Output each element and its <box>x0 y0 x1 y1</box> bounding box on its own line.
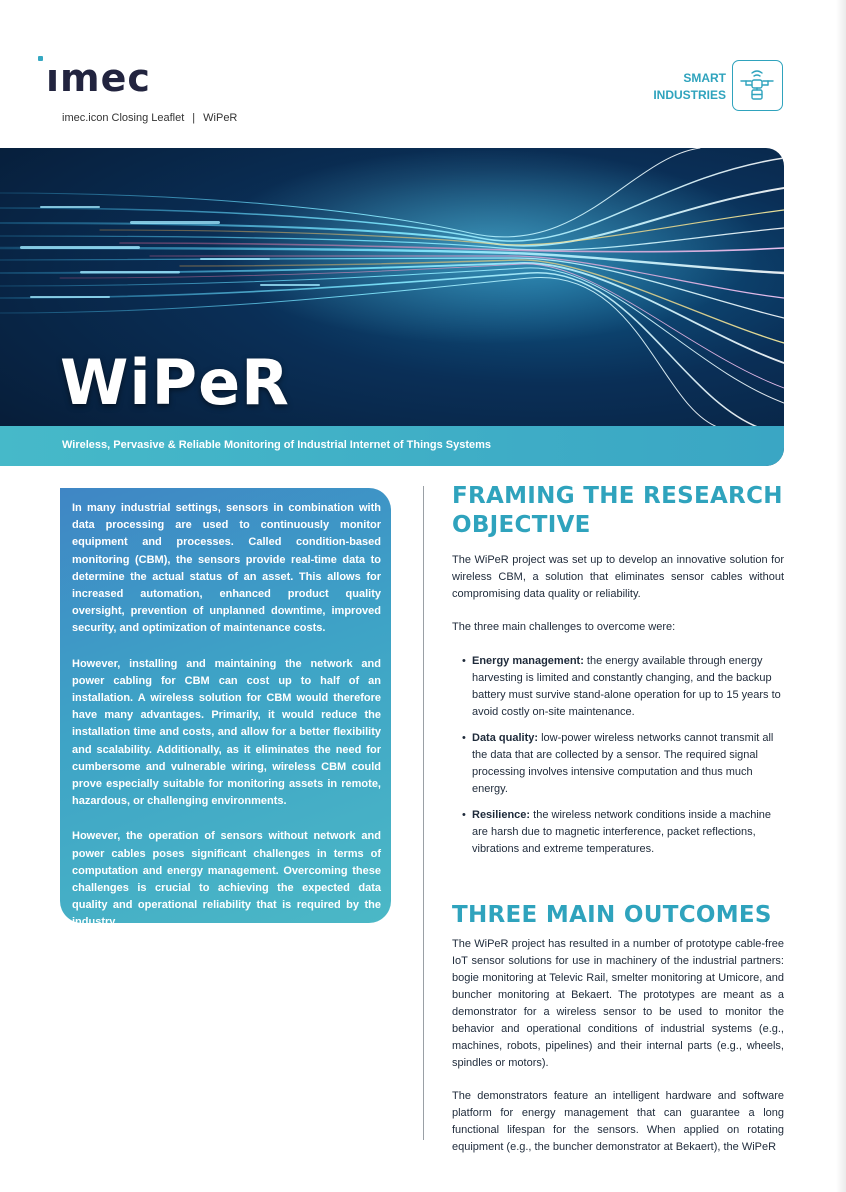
category-icon-box <box>732 60 783 111</box>
separator: | <box>192 112 196 124</box>
hero-title: WiPeR <box>60 346 290 419</box>
challenge-term: Resilience: <box>472 809 531 821</box>
framing-heading <box>452 482 784 540</box>
intro-paragraph-2: However, installing and maintaining the network and power cabling for CBM can cost up to half of an installation. A wireless solution for CBM would therefore have many advantages. Primarily, it would reduce the installation time and costs, and allow for a better flexibility and scalability. Additionally, as it eliminates the need for cumbersome and vulnerable wiring, wireless CBM could prove especially suitable for monitoring assets in remote, hazardous, or challenging environments. <box>72 657 381 808</box>
hero-banner <box>0 148 784 466</box>
outcomes-heading: THREE MAIN OUTCOMES <box>452 902 772 928</box>
outcomes-paragraph-2: The demonstrators feature an intelligent hardware and software platform for energy management that can guarantee a long functional lifespan for the sensors. When applied on rotating equipment (e.g., the buncher demonstrator at Bekaert), the WiPeR <box>452 1090 784 1153</box>
challenge-item-energy <box>462 653 784 721</box>
framing-paragraph-2: The three main challenges to overcome were: <box>452 621 676 633</box>
imec-logo: ımec <box>46 56 151 100</box>
intro-paragraph-3: However, the operation of sensors without network and power cables poses significant challenges in terms of computation and energy management. Overcoming these challenges is crucial to achieving the expected data quality and operational reliability that is required by the industry. <box>72 830 381 929</box>
challenge-list <box>452 653 784 858</box>
outcomes-paragraph-1: The WiPeR project has resulted in a number of prototype cable-free IoT sensor solutions for use in machinery of the industrial partners: bogie monitoring at Televic Rail, smelter monitoring at Umicore, and buncher monitoring at Bekaert. The prototypes are meant as a demonstrator for a wireless sensor to be used to monitor the behavior and operational conditions of industrial systems (e.g., machines, robots, pipelines) and their internal parts (e.g., wheels, spindles or motors). <box>452 938 784 1069</box>
leaflet-type: imec.icon Closing Leaflet <box>62 112 185 124</box>
drone-icon <box>737 65 777 105</box>
challenge-term: Energy management: <box>472 655 584 667</box>
category-line-2: INDUSTRIES <box>653 88 726 102</box>
hero-tagline-bar <box>0 426 784 466</box>
challenge-text: the energy available through energy harvesting is limited and constantly changing, and the backup battery must survive stand-alone operation for up to 15 years to avoid costly on-site maintenance. <box>472 655 781 718</box>
challenge-text: the wireless network conditions inside a machine are harsh due to magnetic interference, packet reflections, vibrations and extreme temperatures. <box>472 809 771 855</box>
category-line-1: SMART <box>683 71 726 85</box>
page-edge-shadow <box>836 0 846 1192</box>
challenge-text: low-power wireless networks cannot transmit all the data that are collected by a sensor. The required signal processing involves intensive computation and thus much energy. <box>472 732 774 795</box>
intro-box <box>60 488 391 929</box>
challenge-item-resilience <box>462 807 784 858</box>
project-name: WiPeR <box>203 112 238 124</box>
challenge-term: Data quality: <box>472 732 539 744</box>
framing-paragraph-1: The WiPeR project was set up to develop an innovative solution for wireless CBM, a solution that eliminates sensor cables without compromising data quality or reliability. <box>452 554 784 600</box>
category-label <box>606 70 726 104</box>
intro-paragraph-1: In many industrial settings, sensors in combination with data processing are used to continuously monitor equipment and processes. Called condition-based monitoring (CBM), the sensors provide real-time data to determine the actual status of an asset. This allows for increased automation, enhanced product quality oversight, prevention of unplanned downtime, improved security, and optimization of maintenance costs. <box>72 502 381 635</box>
right-column <box>452 482 784 1156</box>
framing-heading-line-2: OBJECTIVE <box>452 512 591 538</box>
framing-heading-line-1: FRAMING THE RESEARCH <box>452 483 783 509</box>
logo-dot <box>38 56 43 61</box>
challenge-item-data-quality <box>462 730 784 798</box>
hero-tagline: Wireless, Pervasive & Reliable Monitoring of Industrial Internet of Things Systems <box>62 439 491 451</box>
leaflet-subtitle <box>62 112 237 124</box>
column-divider <box>423 486 424 1140</box>
